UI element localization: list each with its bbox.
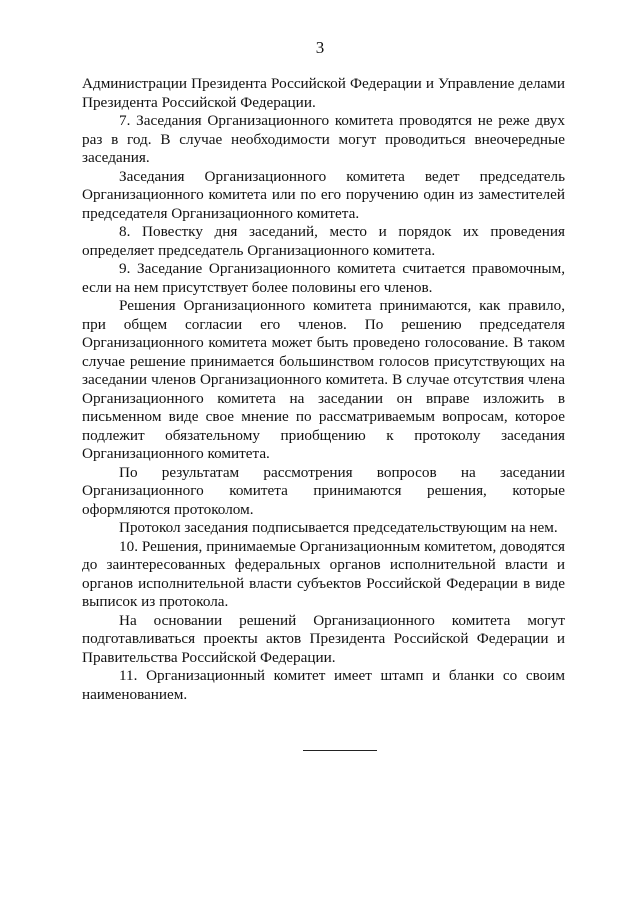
document-body: [82, 75, 565, 704]
paragraph-item-7: 7. Заседания Организационного комитета проводятся не реже двух раз в год. В случае необходимости могут проводиться внеочередные заседания.: [82, 112, 565, 166]
paragraph-continuation: Администрации Президента Российской Федерации и Управление делами Президента Российской Федерации.: [82, 75, 565, 111]
paragraph-item-10: 10. Решения, принимаемые Организационным комитетом, доводятся до заинтересованных федеральных органов исполнительной власти и органов исполнительной власти субъектов Российской Федерации в виде выписок из протокола.: [82, 537, 565, 610]
end-of-document-line: [303, 750, 377, 751]
paragraph-item-9: 9. Заседание Организационного комитета считается правомочным, если на нем присутствует более половины его членов.: [82, 260, 565, 296]
paragraph-decisions: Решения Организационного комитета принимаются, как правило, при общем согласии его членов. По решению председателя Организационного комитета может быть проведено голосование. В таком случае решение принимается большинством голосов присутствующих на заседании членов Организационного комитета. В случае отсутствия члена Организационного комитета на заседании он вправе изложить в письменном виде свое мнение по рассматриваемым вопросам, которое подлежит обязательному приобщению к протоколу заседания Организационного комитета.: [82, 297, 565, 462]
paragraph-protocol: Протокол заседания подписывается председательствующим на нем.: [119, 519, 558, 536]
page-number: 3: [315, 38, 325, 57]
paragraph-draft-acts: На основании решений Организационного комитета могут подготавливаться проекты актов Президента Российской Федерации и Правительства Российской Федерации.: [82, 611, 565, 666]
paragraph-item-8: 8. Повестку дня заседаний, место и порядок их проведения определяет председатель Организационного комитета.: [82, 223, 565, 259]
paragraph-results: По результатам рассмотрения вопросов на заседании Организационного комитета принимаются решения, которые оформляются протоколом.: [82, 463, 565, 518]
paragraph-item-11: 11. Организационный комитет имеет штамп и бланки со своим наименованием.: [82, 667, 565, 703]
paragraph-chairing: Заседания Организационного комитета ведет председатель Организационного комитета или по его поручению один из заместителей председателя Организационного комитета.: [82, 167, 565, 222]
